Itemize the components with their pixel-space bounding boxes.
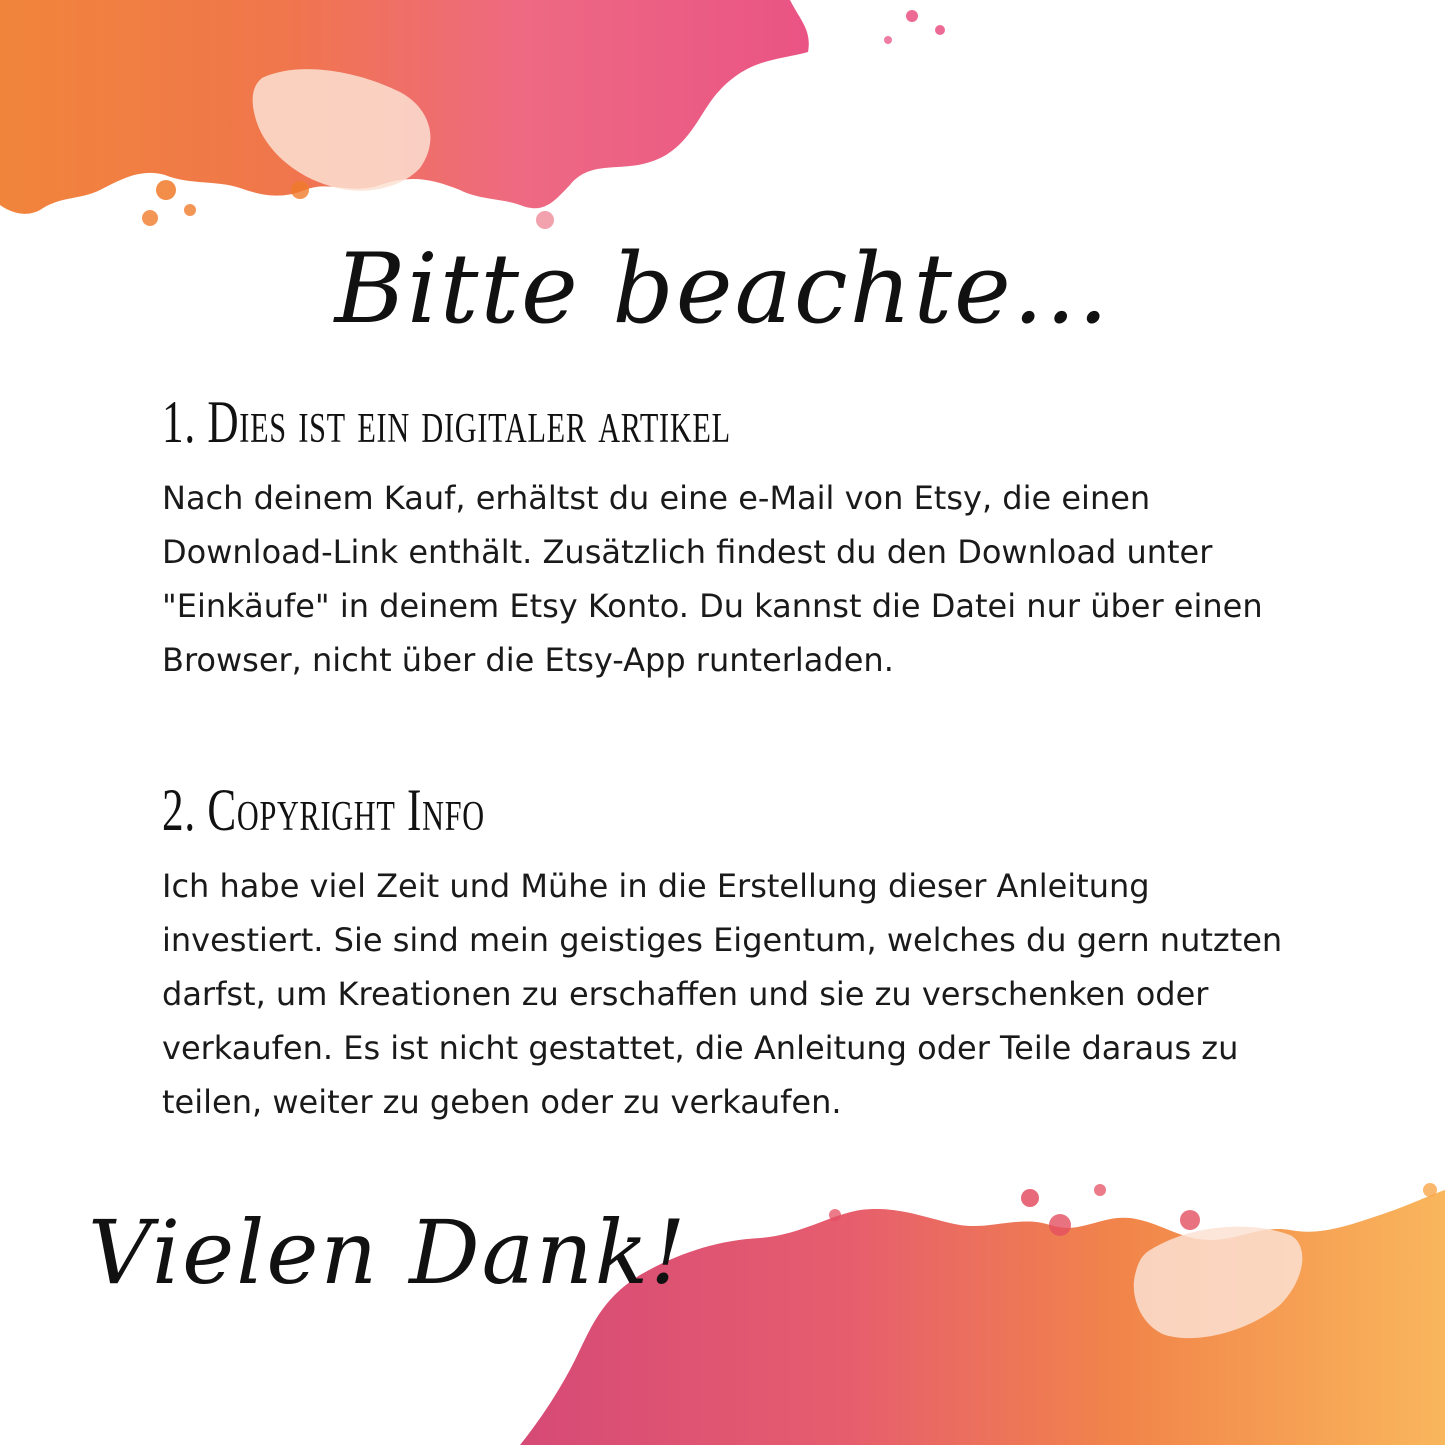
section-heading: 2. Copyright Info	[162, 777, 485, 843]
section-copyright	[162, 776, 1342, 1129]
bottom-drop	[1021, 1189, 1039, 1207]
bottom-drop	[1049, 1214, 1071, 1236]
top-drop	[142, 210, 158, 226]
section-digital-item	[162, 388, 1342, 687]
top-drop	[906, 10, 918, 22]
closing-text: Vielen Dank!	[88, 1201, 688, 1304]
section-heading: 1. Dies ist ein digitaler artikel	[162, 389, 731, 455]
bottom-drop	[829, 1209, 841, 1221]
top-drop	[536, 211, 554, 229]
page-title: Bitte beachte...	[334, 233, 1111, 345]
section-body: Nach deinem Kauf, erhältst du eine e-Mail von Etsy, die einen Download-Link enthält. Zusätzlich findest du den Download unter "Einkäufe" in deinem Etsy Konto. Du kannst die Datei nur über einen Browser, nicht über die Etsy-App runterladen.	[162, 479, 1263, 679]
top-drop	[884, 36, 892, 44]
bottom-drop	[1094, 1184, 1106, 1196]
bottom-drop	[1423, 1183, 1437, 1197]
top-drop	[184, 204, 196, 216]
top-drop	[156, 180, 176, 200]
bottom-drop	[1180, 1210, 1200, 1230]
section-body: Ich habe viel Zeit und Mühe in die Erstellung dieser Anleitung investiert. Sie sind mein geistiges Eigentum, welches du gern nutzten darfst, um Kreationen zu erschaffen und sie zu verschenken oder verkaufen. Es ist nicht gestattet, die Anleitung oder Teile daraus zu teilen, weiter zu geben oder zu verkaufen.	[162, 867, 1283, 1121]
top-drop	[935, 25, 945, 35]
top-drop	[291, 181, 309, 199]
